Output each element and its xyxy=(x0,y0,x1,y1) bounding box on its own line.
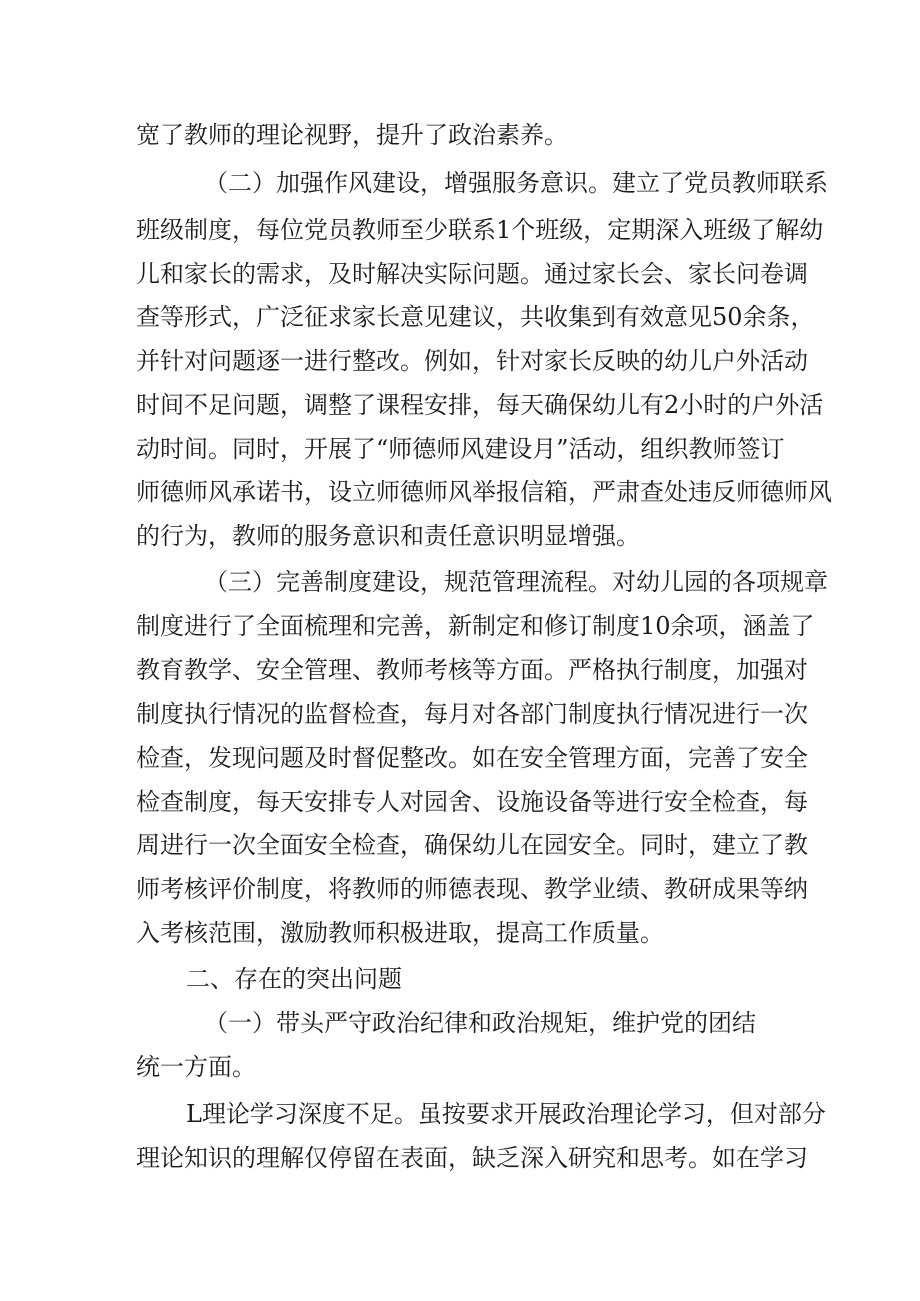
paragraph-line: 师考核评价制度，将教师的师德表现、教学业绩、教研成果等纳 xyxy=(136,875,808,903)
paragraph-line: 动时间。同时，开展了“师德师风建设月”活动，组织教师签订 xyxy=(136,435,785,463)
paragraph-line: 的行为，教师的服务意识和责任意识明显增强。 xyxy=(136,522,640,550)
subsection-heading-line: （一）带头严守政治纪律和政治规矩，维护党的团结 xyxy=(204,1009,756,1037)
paragraph-line: 检查制度，每天安排专人对园舍、设施设备等进行安全检查，每 xyxy=(136,788,808,816)
paragraph-line: 检查，发现问题及时督促整改。如在安全管理方面，完善了安全 xyxy=(136,744,808,772)
paragraph-line: 时间不足问题，调整了课程安排，每天确保幼儿有2小时的户外活 xyxy=(136,391,824,419)
paragraph-line: 理论知识的理解仅停留在表面，缺乏深入研究和思考。如在学习 xyxy=(136,1144,808,1172)
paragraph-line: 入考核范围，激励教师积极进取，提高工作质量。 xyxy=(136,919,664,947)
paragraph-line: 宽了教师的理论视野，提升了政治素养。 xyxy=(136,121,568,149)
section-heading-line: （三）完善制度建设，规范管理流程。对幼儿园的各项规章 xyxy=(204,568,828,596)
paragraph-line: 制度执行情况的监督检查，每月对各部门制度执行情况进行一次 xyxy=(136,700,808,728)
paragraph-line: 儿和家长的需求，及时解决实际问题。通过家长会、家长问卷调 xyxy=(136,260,808,288)
chapter-heading: 二、存在的突出问题 xyxy=(186,965,402,993)
paragraph-line: 周进行一次全面安全检查，确保幼儿在园安全。同时，建立了教 xyxy=(136,831,808,859)
paragraph-line: 制度进行了全面梳理和完善，新制定和修订制度10余项，涵盖了 xyxy=(136,612,815,640)
paragraph-line: 并针对问题逐一进行整改。例如，针对家长反映的幼儿户外活动 xyxy=(136,347,808,375)
section-heading-line: （二）加强作风建设，增强服务意识。建立了党员教师联系 xyxy=(204,169,828,197)
paragraph-line: 班级制度，每位党员教师至少联系1个班级，定期深入班级了解幼 xyxy=(136,216,824,244)
paragraph-line: L理论学习深度不足。虽按要求开展政治理论学习，但对部分 xyxy=(186,1100,826,1128)
paragraph-line: 师德师风承诺书，设立师德师风举报信箱，严肃查处违反师德师风 xyxy=(136,478,832,506)
subsection-heading-line: 统一方面。 xyxy=(136,1053,256,1081)
paragraph-line: 教育教学、安全管理、教师考核等方面。严格执行制度，加强对 xyxy=(136,656,808,684)
paragraph-line: 查等形式，广泛征求家长意见建议，共收集到有效意见50余条， xyxy=(136,303,815,331)
